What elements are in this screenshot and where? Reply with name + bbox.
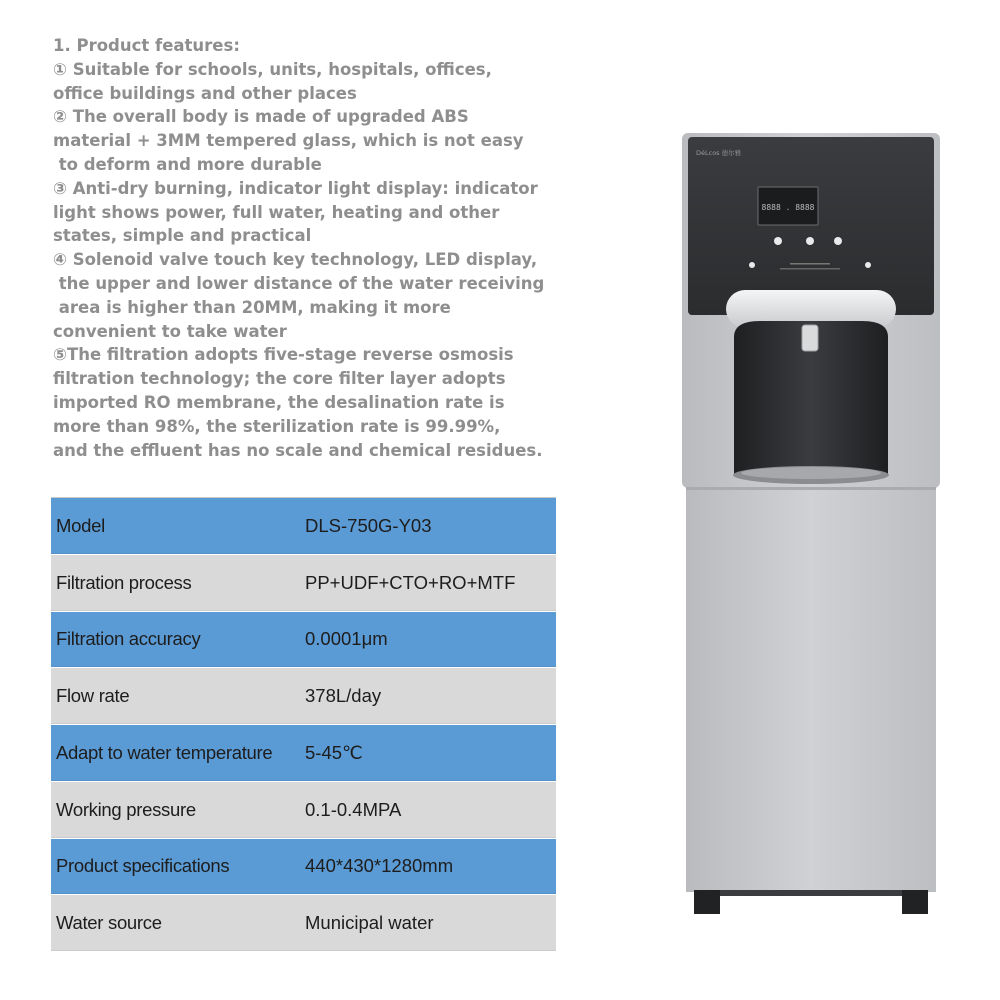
feature-line: ④ Solenoid valve touch key technology, LED display, bbox=[53, 250, 538, 270]
spec-label: Water source bbox=[56, 912, 162, 934]
feature-line: convenient to take water bbox=[53, 321, 287, 341]
feature-line: the upper and lower distance of the water receiving bbox=[53, 273, 545, 293]
feature-line: to deform and more durable bbox=[53, 154, 322, 174]
feature-line: and the effluent has no scale and chemical residues. bbox=[53, 440, 543, 460]
feature-line: area is higher than 20MM, making it more bbox=[53, 297, 451, 317]
feature-line: states, simple and practical bbox=[53, 226, 312, 246]
feature-line: office buildings and other places bbox=[53, 83, 357, 103]
features-heading: 1. Product features: bbox=[53, 36, 240, 55]
feature-line: more than 98%, the sterilization rate is 99.99%, bbox=[53, 416, 501, 436]
spec-value: 0.1-0.4MPA bbox=[305, 798, 402, 820]
spec-value: DLS-750G-Y03 bbox=[305, 514, 432, 536]
feature-line: imported RO membrane, the desalination rate is bbox=[53, 392, 505, 412]
spec-label: Adapt to water temperature bbox=[56, 741, 273, 763]
dispenser-foot bbox=[902, 890, 928, 914]
feature-line: light shows power, full water, heating and other bbox=[53, 202, 500, 222]
spec-row-product-specifications bbox=[51, 839, 556, 896]
indicator-light-icon bbox=[865, 262, 871, 268]
spec-label: Flow rate bbox=[56, 685, 130, 707]
lcd-digits: 8888 . 8888 bbox=[761, 203, 815, 212]
dispenser-foot bbox=[694, 890, 720, 914]
spec-value: Municipal water bbox=[305, 912, 434, 934]
feature-line: ② The overall body is made of upgraded ABS bbox=[53, 107, 469, 127]
spec-label: Working pressure bbox=[56, 798, 196, 820]
dispenser-front-panel bbox=[688, 137, 934, 315]
dispenser-base bbox=[720, 890, 902, 896]
spec-label: Filtration process bbox=[56, 571, 192, 593]
feature-line: filtration technology; the core filter layer adopts bbox=[53, 369, 506, 389]
spec-label: Product specifications bbox=[56, 855, 230, 877]
feature-line: ① Suitable for schools, units, hospitals, offices, bbox=[53, 59, 492, 79]
spec-value: 0.0001μm bbox=[305, 628, 388, 650]
feature-line: material + 3MM tempered glass, which is not easy bbox=[53, 131, 524, 151]
water-dispenser-image bbox=[670, 125, 955, 925]
spec-row-model bbox=[51, 498, 556, 555]
spec-value: PP+UDF+CTO+RO+MTF bbox=[305, 571, 516, 593]
touch-button-icon bbox=[774, 237, 782, 245]
feature-line: ⑤The filtration adopts five-stage reverse osmosis bbox=[53, 345, 514, 365]
spec-row-filtration-accuracy bbox=[51, 612, 556, 669]
spec-row-working-pressure bbox=[51, 782, 556, 839]
brand-logo: DéLcos 德尔雅 bbox=[696, 149, 742, 157]
water-nozzle-icon bbox=[802, 325, 818, 351]
touch-button-icon bbox=[806, 237, 814, 245]
feature-line: ③ Anti-dry burning, indicator light display: indicator bbox=[53, 178, 538, 198]
spec-row-water-temperature bbox=[51, 725, 556, 782]
spec-row-water-source bbox=[51, 895, 556, 952]
spec-value: 440*430*1280mm bbox=[305, 855, 454, 877]
spec-value: 378L/day bbox=[305, 685, 382, 707]
spec-table bbox=[51, 497, 556, 952]
dispenser-cabinet bbox=[686, 487, 936, 892]
product-features-text bbox=[53, 34, 553, 462]
spec-label: Model bbox=[56, 514, 105, 536]
spec-row-flow-rate bbox=[51, 668, 556, 725]
touch-button-icon bbox=[834, 237, 842, 245]
spec-label: Filtration accuracy bbox=[56, 628, 201, 650]
spec-value: 5-45℃ bbox=[305, 741, 363, 763]
indicator-light-icon bbox=[749, 262, 755, 268]
spec-row-filtration-process bbox=[51, 555, 556, 612]
